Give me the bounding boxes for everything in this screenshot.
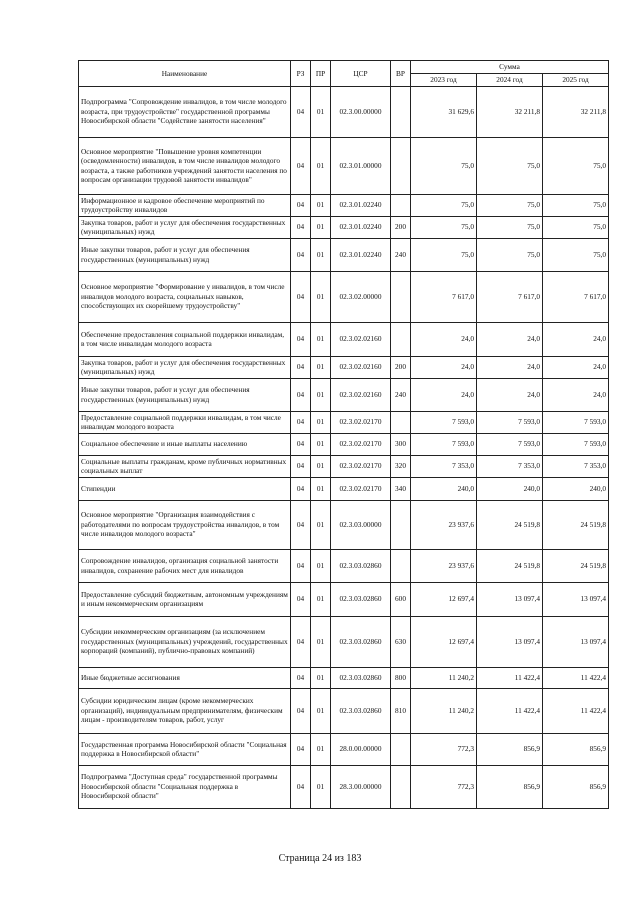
- row-amount-2023: 772,3: [411, 733, 477, 765]
- header-year-2025: 2025 год: [543, 73, 609, 86]
- table-row: [79, 765, 609, 808]
- row-amount-2023: 12 697,4: [411, 582, 477, 616]
- row-name: Основное мероприятие "Повышение уровня компетенции (осведомленности) инвалидов, в том числе инвалидов молодого возраста, а также работников учреждений занятости населения по вопросам организации трудовой занятости инвалидов": [79, 137, 291, 194]
- row-amount-2025: 13 097,4: [543, 616, 609, 667]
- row-amount-2024: 13 097,4: [477, 616, 543, 667]
- row-vr: 240: [391, 238, 411, 271]
- row-rz: 04: [291, 411, 311, 433]
- row-amount-2024: 7 617,0: [477, 271, 543, 322]
- row-csr: 02.3.02.02170: [331, 477, 391, 500]
- row-amount-2024: 75,0: [477, 137, 543, 194]
- row-amount-2024: 856,9: [477, 765, 543, 808]
- row-amount-2024: 7 593,0: [477, 433, 543, 455]
- row-rz: 04: [291, 137, 311, 194]
- row-csr: 02.3.00.00000: [331, 86, 391, 137]
- row-amount-2025: 75,0: [543, 216, 609, 238]
- row-vr: [391, 411, 411, 433]
- header-vr: ВР: [391, 61, 411, 87]
- row-amount-2025: 7 353,0: [543, 455, 609, 477]
- row-amount-2023: 75,0: [411, 194, 477, 216]
- row-amount-2023: 24,0: [411, 356, 477, 378]
- row-amount-2024: 24 519,8: [477, 500, 543, 549]
- table-row: [79, 378, 609, 411]
- row-csr: 02.3.03.02860: [331, 582, 391, 616]
- row-name: Стипендии: [79, 477, 291, 500]
- row-rz: 04: [291, 322, 311, 356]
- row-amount-2023: 12 697,4: [411, 616, 477, 667]
- row-pr: 01: [311, 500, 331, 549]
- row-rz: 04: [291, 582, 311, 616]
- row-amount-2023: 11 240,2: [411, 667, 477, 688]
- row-rz: 04: [291, 765, 311, 808]
- row-rz: 04: [291, 86, 311, 137]
- row-name: Закупка товаров, работ и услуг для обеспечения государственных (муниципальных) нужд: [79, 216, 291, 238]
- row-csr: 28.0.00.00000: [331, 733, 391, 765]
- row-csr: 02.3.02.02170: [331, 455, 391, 477]
- row-amount-2024: 24,0: [477, 356, 543, 378]
- row-amount-2025: 11 422,4: [543, 667, 609, 688]
- row-amount-2024: 24,0: [477, 378, 543, 411]
- row-name: Подпрограмма "Сопровождение инвалидов, в том числе молодого возраста, при трудоустройстве" государственной программы Новосибирской области "Содействие занятости населения": [79, 86, 291, 137]
- row-amount-2025: 75,0: [543, 137, 609, 194]
- table-row: [79, 582, 609, 616]
- row-rz: 04: [291, 500, 311, 549]
- row-amount-2025: 24,0: [543, 378, 609, 411]
- row-amount-2024: 32 211,8: [477, 86, 543, 137]
- row-amount-2025: 856,9: [543, 765, 609, 808]
- row-rz: 04: [291, 238, 311, 271]
- table-row: [79, 433, 609, 455]
- row-vr: 800: [391, 667, 411, 688]
- row-vr: [391, 271, 411, 322]
- row-csr: 02.3.02.00000: [331, 271, 391, 322]
- row-amount-2025: 24 519,8: [543, 500, 609, 549]
- row-amount-2023: 24,0: [411, 378, 477, 411]
- row-rz: 04: [291, 549, 311, 582]
- row-pr: 01: [311, 238, 331, 271]
- row-vr: 340: [391, 477, 411, 500]
- row-pr: 01: [311, 86, 331, 137]
- row-name: Субсидии некоммерческим организациям (за исключением государственных (муниципальных) учреждений, государственных корпораций (компаний), публично-правовых компаний): [79, 616, 291, 667]
- row-csr: 02.3.02.02160: [331, 356, 391, 378]
- row-pr: 01: [311, 322, 331, 356]
- row-amount-2023: 11 240,2: [411, 688, 477, 733]
- row-pr: 01: [311, 137, 331, 194]
- row-amount-2024: 240,0: [477, 477, 543, 500]
- row-name: Государственная программа Новосибирской области "Социальная поддержка в Новосибирской области": [79, 733, 291, 765]
- row-rz: 04: [291, 667, 311, 688]
- row-rz: 04: [291, 433, 311, 455]
- row-pr: 01: [311, 194, 331, 216]
- row-pr: 01: [311, 477, 331, 500]
- row-name: Основное мероприятие "Организация взаимодействия с работодателями по вопросам трудоустройства инвалидов, в том числе инвалидов молодого возраста": [79, 500, 291, 549]
- row-pr: 01: [311, 433, 331, 455]
- row-pr: 01: [311, 688, 331, 733]
- header-csr: ЦСР: [331, 61, 391, 87]
- row-pr: 01: [311, 411, 331, 433]
- row-name: Сопровождение инвалидов, организация социальной занятости инвалидов, сохранение рабочих мест для инвалидов: [79, 549, 291, 582]
- table-row: [79, 549, 609, 582]
- row-amount-2023: 7 593,0: [411, 433, 477, 455]
- row-amount-2024: 75,0: [477, 194, 543, 216]
- row-name: Иные закупки товаров, работ и услуг для обеспечения государственных (муниципальных) нужд: [79, 238, 291, 271]
- row-csr: 02.3.02.02160: [331, 378, 391, 411]
- row-name: Субсидии юридическим лицам (кроме некоммерческих организаций), индивидуальным предпринимателям, физическим лицам - производителям товаров, работ, услуг: [79, 688, 291, 733]
- row-name: Подпрограмма "Доступная среда" государственной программы Новосибирской области "Социальная поддержка в Новосибирской области": [79, 765, 291, 808]
- table-row: [79, 216, 609, 238]
- row-amount-2023: 31 629,6: [411, 86, 477, 137]
- row-amount-2024: 75,0: [477, 238, 543, 271]
- row-csr: 02.3.03.02860: [331, 616, 391, 667]
- row-amount-2024: 7 353,0: [477, 455, 543, 477]
- row-vr: 200: [391, 216, 411, 238]
- row-amount-2025: 75,0: [543, 238, 609, 271]
- row-csr: 02.3.03.02860: [331, 549, 391, 582]
- row-amount-2024: 856,9: [477, 733, 543, 765]
- row-rz: 04: [291, 216, 311, 238]
- table-row: [79, 411, 609, 433]
- row-amount-2024: 11 422,4: [477, 667, 543, 688]
- row-csr: 02.3.03.02860: [331, 688, 391, 733]
- table-row: [79, 238, 609, 271]
- row-amount-2023: 7 593,0: [411, 411, 477, 433]
- row-vr: [391, 500, 411, 549]
- row-amount-2025: 24 519,8: [543, 549, 609, 582]
- table-header: [79, 61, 609, 87]
- row-amount-2023: 7 617,0: [411, 271, 477, 322]
- row-pr: 01: [311, 378, 331, 411]
- row-name: Обеспечение предоставления социальной поддержки инвалидам, в том числе инвалидам молодого возраста: [79, 322, 291, 356]
- row-rz: 04: [291, 194, 311, 216]
- row-amount-2024: 13 097,4: [477, 582, 543, 616]
- header-rz: РЗ: [291, 61, 311, 87]
- row-vr: [391, 137, 411, 194]
- row-amount-2024: 24,0: [477, 322, 543, 356]
- row-amount-2023: 23 937,6: [411, 549, 477, 582]
- row-csr: 02.3.03.02860: [331, 667, 391, 688]
- table-row: [79, 667, 609, 688]
- header-pr: ПР: [311, 61, 331, 87]
- table-row: [79, 500, 609, 549]
- row-amount-2025: 7 593,0: [543, 433, 609, 455]
- row-vr: 630: [391, 616, 411, 667]
- row-vr: 240: [391, 378, 411, 411]
- row-pr: 01: [311, 271, 331, 322]
- page-number: Страница 24 из 183: [278, 853, 362, 864]
- row-amount-2023: 24,0: [411, 322, 477, 356]
- row-csr: 02.3.01.02240: [331, 194, 391, 216]
- header-year-2023: 2023 год: [411, 73, 477, 86]
- table-row: [79, 194, 609, 216]
- table-row: [79, 322, 609, 356]
- table-body: [79, 86, 609, 808]
- row-amount-2025: 7 617,0: [543, 271, 609, 322]
- header-year-2024: 2024 год: [477, 73, 543, 86]
- row-amount-2023: 23 937,6: [411, 500, 477, 549]
- table-row: [79, 455, 609, 477]
- row-name: Предоставление субсидий бюджетным, автономным учреждениям и иным некоммерческим организациям: [79, 582, 291, 616]
- row-amount-2025: 75,0: [543, 194, 609, 216]
- row-csr: 02.3.02.02160: [331, 322, 391, 356]
- row-vr: [391, 765, 411, 808]
- row-vr: 200: [391, 356, 411, 378]
- row-name: Основное мероприятие "Формирование у инвалидов, в том числе инвалидов молодого возраста, социальных навыков, способствующих их скорейшему трудоустройству": [79, 271, 291, 322]
- table-row: [79, 271, 609, 322]
- row-pr: 01: [311, 733, 331, 765]
- row-amount-2023: 7 353,0: [411, 455, 477, 477]
- row-vr: 300: [391, 433, 411, 455]
- row-vr: [391, 86, 411, 137]
- row-name: Информационное и кадровое обеспечение мероприятий по трудоустройству инвалидов: [79, 194, 291, 216]
- row-vr: 810: [391, 688, 411, 733]
- row-name: Социальные выплаты гражданам, кроме публичных нормативных социальных выплат: [79, 455, 291, 477]
- row-vr: [391, 322, 411, 356]
- row-csr: 02.3.02.02170: [331, 433, 391, 455]
- table-row: [79, 616, 609, 667]
- row-amount-2024: 7 593,0: [477, 411, 543, 433]
- row-csr: 02.3.01.02240: [331, 238, 391, 271]
- row-vr: [391, 733, 411, 765]
- table-row: [79, 477, 609, 500]
- row-amount-2025: 24,0: [543, 322, 609, 356]
- row-pr: 01: [311, 216, 331, 238]
- header-name: Наименование: [79, 61, 291, 87]
- row-amount-2024: 24 519,8: [477, 549, 543, 582]
- row-rz: 04: [291, 477, 311, 500]
- row-vr: [391, 549, 411, 582]
- row-vr: 320: [391, 455, 411, 477]
- row-amount-2024: 75,0: [477, 216, 543, 238]
- row-csr: 02.3.02.02170: [331, 411, 391, 433]
- table-row: [79, 137, 609, 194]
- row-amount-2025: 240,0: [543, 477, 609, 500]
- row-csr: 28.3.00.00000: [331, 765, 391, 808]
- row-amount-2024: 11 422,4: [477, 688, 543, 733]
- row-rz: 04: [291, 733, 311, 765]
- row-amount-2025: 7 593,0: [543, 411, 609, 433]
- row-amount-2023: 75,0: [411, 216, 477, 238]
- row-amount-2025: 856,9: [543, 733, 609, 765]
- row-name: Иные бюджетные ассигнования: [79, 667, 291, 688]
- row-amount-2023: 75,0: [411, 238, 477, 271]
- budget-table: [78, 60, 609, 809]
- row-pr: 01: [311, 765, 331, 808]
- table-row: [79, 356, 609, 378]
- table-row: [79, 733, 609, 765]
- row-vr: 600: [391, 582, 411, 616]
- row-name: Социальное обеспечение и иные выплаты населению: [79, 433, 291, 455]
- row-pr: 01: [311, 356, 331, 378]
- row-pr: 01: [311, 667, 331, 688]
- row-pr: 01: [311, 616, 331, 667]
- row-rz: 04: [291, 616, 311, 667]
- row-rz: 04: [291, 271, 311, 322]
- row-amount-2025: 24,0: [543, 356, 609, 378]
- row-amount-2023: 240,0: [411, 477, 477, 500]
- row-rz: 04: [291, 455, 311, 477]
- row-rz: 04: [291, 688, 311, 733]
- row-amount-2025: 11 422,4: [543, 688, 609, 733]
- row-pr: 01: [311, 582, 331, 616]
- row-csr: 02.3.03.00000: [331, 500, 391, 549]
- table-row: [79, 688, 609, 733]
- row-csr: 02.3.01.02240: [331, 216, 391, 238]
- row-rz: 04: [291, 356, 311, 378]
- row-name: Предоставление социальной поддержки инвалидам, в том числе инвалидам молодого возраста: [79, 411, 291, 433]
- row-amount-2023: 772,3: [411, 765, 477, 808]
- row-amount-2025: 32 211,8: [543, 86, 609, 137]
- row-pr: 01: [311, 549, 331, 582]
- row-csr: 02.3.01.00000: [331, 137, 391, 194]
- row-name: Иные закупки товаров, работ и услуг для обеспечения государственных (муниципальных) нужд: [79, 378, 291, 411]
- row-rz: 04: [291, 378, 311, 411]
- row-amount-2023: 75,0: [411, 137, 477, 194]
- row-pr: 01: [311, 455, 331, 477]
- table-row: [79, 86, 609, 137]
- row-amount-2025: 13 097,4: [543, 582, 609, 616]
- row-name: Закупка товаров, работ и услуг для обеспечения государственных (муниципальных) нужд: [79, 356, 291, 378]
- header-sum: Сумма: [411, 61, 609, 74]
- row-vr: [391, 194, 411, 216]
